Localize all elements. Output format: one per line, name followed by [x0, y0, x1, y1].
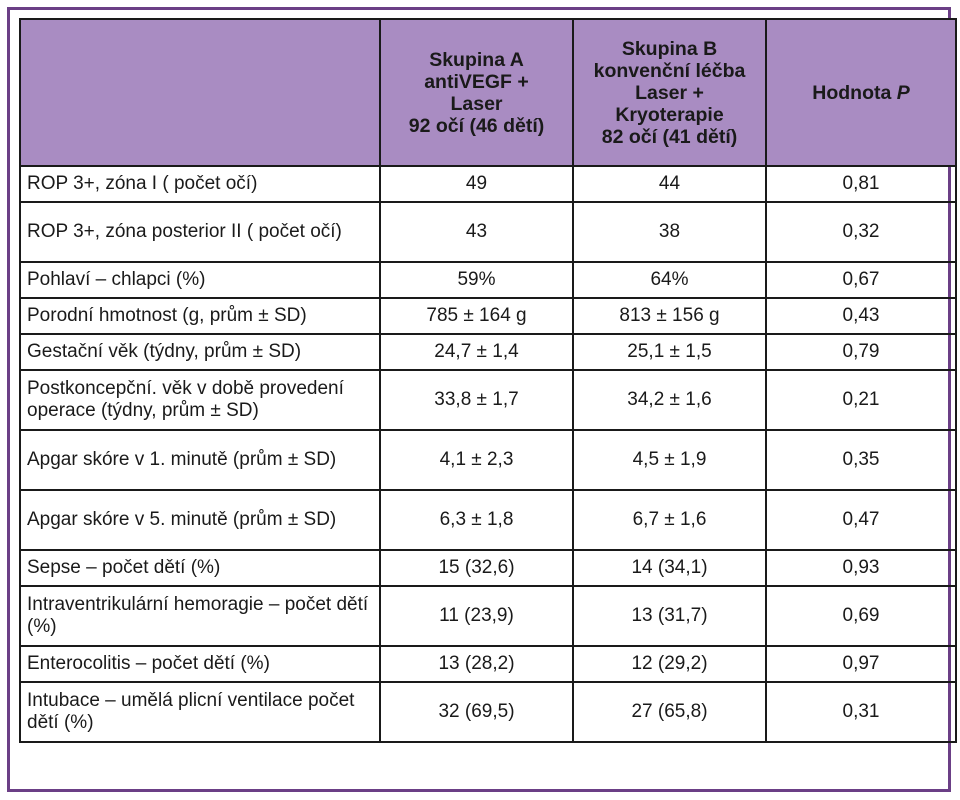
p-value-cell: 0,21	[766, 370, 956, 430]
p-value-cell: 0,97	[766, 646, 956, 682]
p-value-cell: 0,79	[766, 334, 956, 370]
group-b-cell: 6,7 ± 1,6	[573, 490, 766, 550]
table-row	[20, 430, 956, 490]
group-b-cell: 14 (34,1)	[573, 550, 766, 586]
p-value-cell: 0,93	[766, 550, 956, 586]
p-value-cell: 0,31	[766, 682, 956, 742]
group-a-cell: 4,1 ± 2,3	[380, 430, 573, 490]
group-a-cell: 33,8 ± 1,7	[380, 370, 573, 430]
row-label-cell: Sepse – počet dětí (%)	[20, 550, 380, 586]
group-a-cell: 24,7 ± 1,4	[380, 334, 573, 370]
group-b-cell: 25,1 ± 1,5	[573, 334, 766, 370]
p-value-cell: 0,43	[766, 298, 956, 334]
row-label-cell: Apgar skóre v 1. minutě (prům ± SD)	[20, 430, 380, 490]
group-b-cell: 27 (65,8)	[573, 682, 766, 742]
p-value-cell: 0,69	[766, 586, 956, 646]
table-row	[20, 646, 956, 682]
group-a-cell: 15 (32,6)	[380, 550, 573, 586]
p-value-cell: 0,35	[766, 430, 956, 490]
group-a-cell: 13 (28,2)	[380, 646, 573, 682]
table-row	[20, 370, 956, 430]
header-p-value: Hodnota P	[766, 19, 956, 166]
table-row	[20, 682, 956, 742]
header-row	[20, 19, 956, 166]
data-table	[19, 18, 957, 743]
group-a-cell: 43	[380, 202, 573, 262]
table-row	[20, 166, 956, 202]
group-b-cell: 38	[573, 202, 766, 262]
p-value-cell: 0,67	[766, 262, 956, 298]
row-label-cell: Enterocolitis – počet dětí (%)	[20, 646, 380, 682]
table-row	[20, 262, 956, 298]
table-row	[20, 298, 956, 334]
row-label-cell: ROP 3+, zóna I ( počet očí)	[20, 166, 380, 202]
header-group-a: Skupina A antiVEGF + Laser 92 očí (46 dětí)	[380, 19, 573, 166]
row-label-cell: Apgar skóre v 5. minutě (prům ± SD)	[20, 490, 380, 550]
table-row	[20, 334, 956, 370]
table-row	[20, 202, 956, 262]
header-empty-cell	[20, 19, 380, 166]
p-value-cell: 0,81	[766, 166, 956, 202]
row-label-cell: Pohlaví – chlapci (%)	[20, 262, 380, 298]
table-row	[20, 490, 956, 550]
group-b-cell: 44	[573, 166, 766, 202]
p-value-cell: 0,47	[766, 490, 956, 550]
group-a-cell: 785 ± 164 g	[380, 298, 573, 334]
group-b-cell: 34,2 ± 1,6	[573, 370, 766, 430]
row-label-cell: ROP 3+, zóna posterior II ( počet očí)	[20, 202, 380, 262]
table-frame	[7, 7, 951, 792]
p-value-cell: 0,32	[766, 202, 956, 262]
row-label-cell: Intubace – umělá plicní ventilace počet dětí (%)	[20, 682, 380, 742]
group-a-cell: 32 (69,5)	[380, 682, 573, 742]
table-row	[20, 586, 956, 646]
group-b-cell: 12 (29,2)	[573, 646, 766, 682]
header-group-b: Skupina B konvenční léčba Laser + Kryoterapie 82 očí (41 dětí)	[573, 19, 766, 166]
group-b-cell: 64%	[573, 262, 766, 298]
table-row	[20, 550, 956, 586]
group-a-cell: 49	[380, 166, 573, 202]
row-label-cell: Gestační věk (týdny, prům ± SD)	[20, 334, 380, 370]
row-label-cell: Intraventrikulární hemoragie – počet dětí (%)	[20, 586, 380, 646]
group-b-cell: 4,5 ± 1,9	[573, 430, 766, 490]
group-a-cell: 59%	[380, 262, 573, 298]
group-a-cell: 11 (23,9)	[380, 586, 573, 646]
group-a-cell: 6,3 ± 1,8	[380, 490, 573, 550]
row-label-cell: Porodní hmotnost (g, prům ± SD)	[20, 298, 380, 334]
row-label-cell: Postkoncepční. věk v době provedení operace (týdny, prům ± SD)	[20, 370, 380, 430]
group-b-cell: 13 (31,7)	[573, 586, 766, 646]
group-b-cell: 813 ± 156 g	[573, 298, 766, 334]
